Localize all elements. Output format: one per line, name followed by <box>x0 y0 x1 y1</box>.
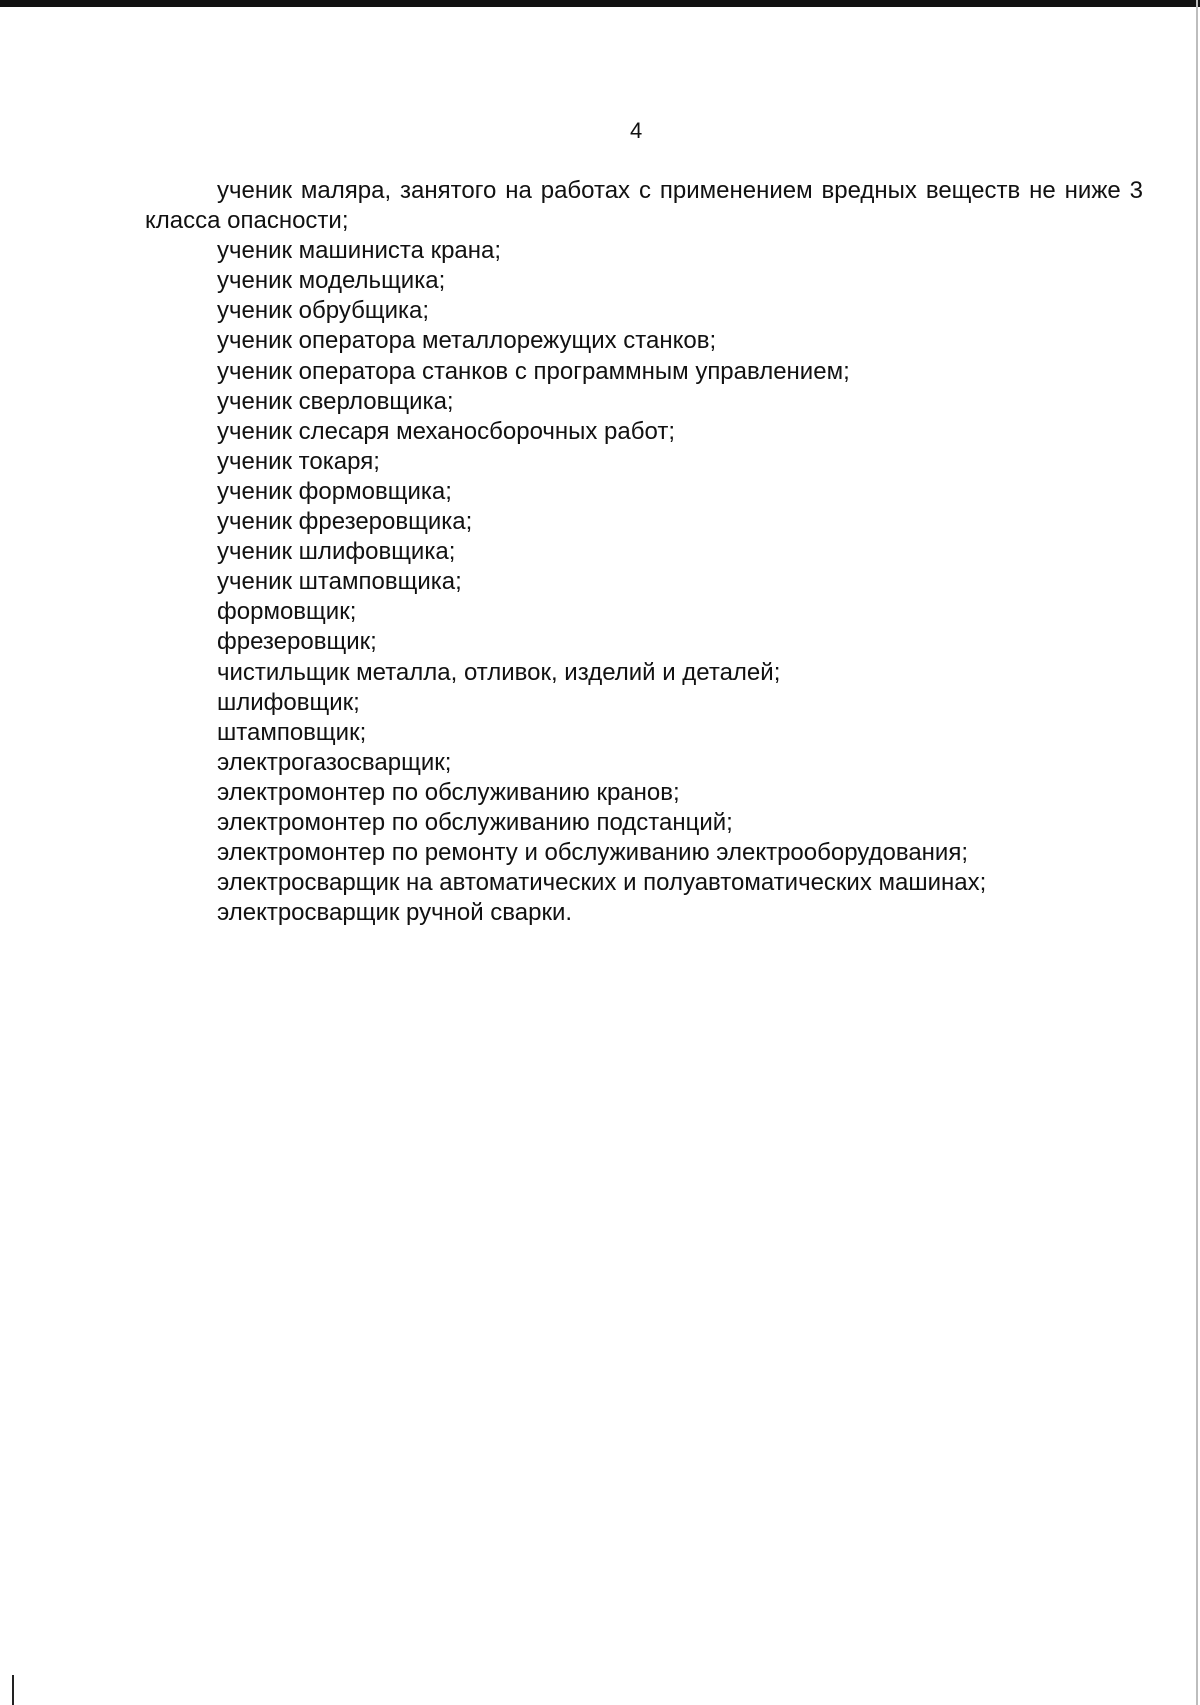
scan-left-edge-mark <box>12 1675 14 1705</box>
list-item: ученик сверловщика; <box>217 387 454 415</box>
list-item: ученик оператора станков с программным управлением; <box>217 357 850 385</box>
list-item: шлифовщик; <box>217 688 360 716</box>
list-item: ученик формовщика; <box>217 477 452 505</box>
list-item: чистильщик металла, отливок, изделий и деталей; <box>217 658 781 686</box>
list-item: штамповщик; <box>217 718 367 746</box>
list-item: электросварщик ручной сварки. <box>217 899 573 927</box>
list-item: ученик модельщика; <box>217 267 446 295</box>
list-item: электросварщик на автоматических и полуавтоматических машинах; <box>217 869 987 897</box>
list-item: ученик машиниста крана; <box>217 237 502 265</box>
list-item: ученик токаря; <box>217 447 380 475</box>
list-item: ученик штамповщика; <box>217 568 462 596</box>
occupation-list-text <box>145 176 1143 928</box>
list-item: формовщик; <box>217 598 357 626</box>
list-item: фрезеровщик; <box>217 628 377 656</box>
list-item: ученик слесаря механосборочных работ; <box>217 417 675 445</box>
list-item: электрогазосварщик; <box>217 748 452 776</box>
scan-right-edge <box>1196 0 1198 1705</box>
scan-top-border <box>0 0 1200 7</box>
list-item: электромонтер по обслуживанию подстанций; <box>217 808 733 836</box>
occupation-list <box>145 236 1143 928</box>
list-item: ученик шлифовщика; <box>217 538 456 566</box>
list-item: электромонтер по ремонту и обслуживанию электрооборудования; <box>217 839 968 867</box>
list-item: ученик оператора металлорежущих станков; <box>217 327 717 355</box>
list-item: электромонтер по обслуживанию кранов; <box>217 778 680 806</box>
list-item: ученик обрубщика; <box>217 297 430 325</box>
list-item-intro: ученик маляра, занятого на работах с применением вредных веществ не ниже 3 класса опасности; <box>145 177 1143 235</box>
page-number: 4 <box>630 118 643 143</box>
list-item: ученик фрезеровщика; <box>217 508 473 536</box>
